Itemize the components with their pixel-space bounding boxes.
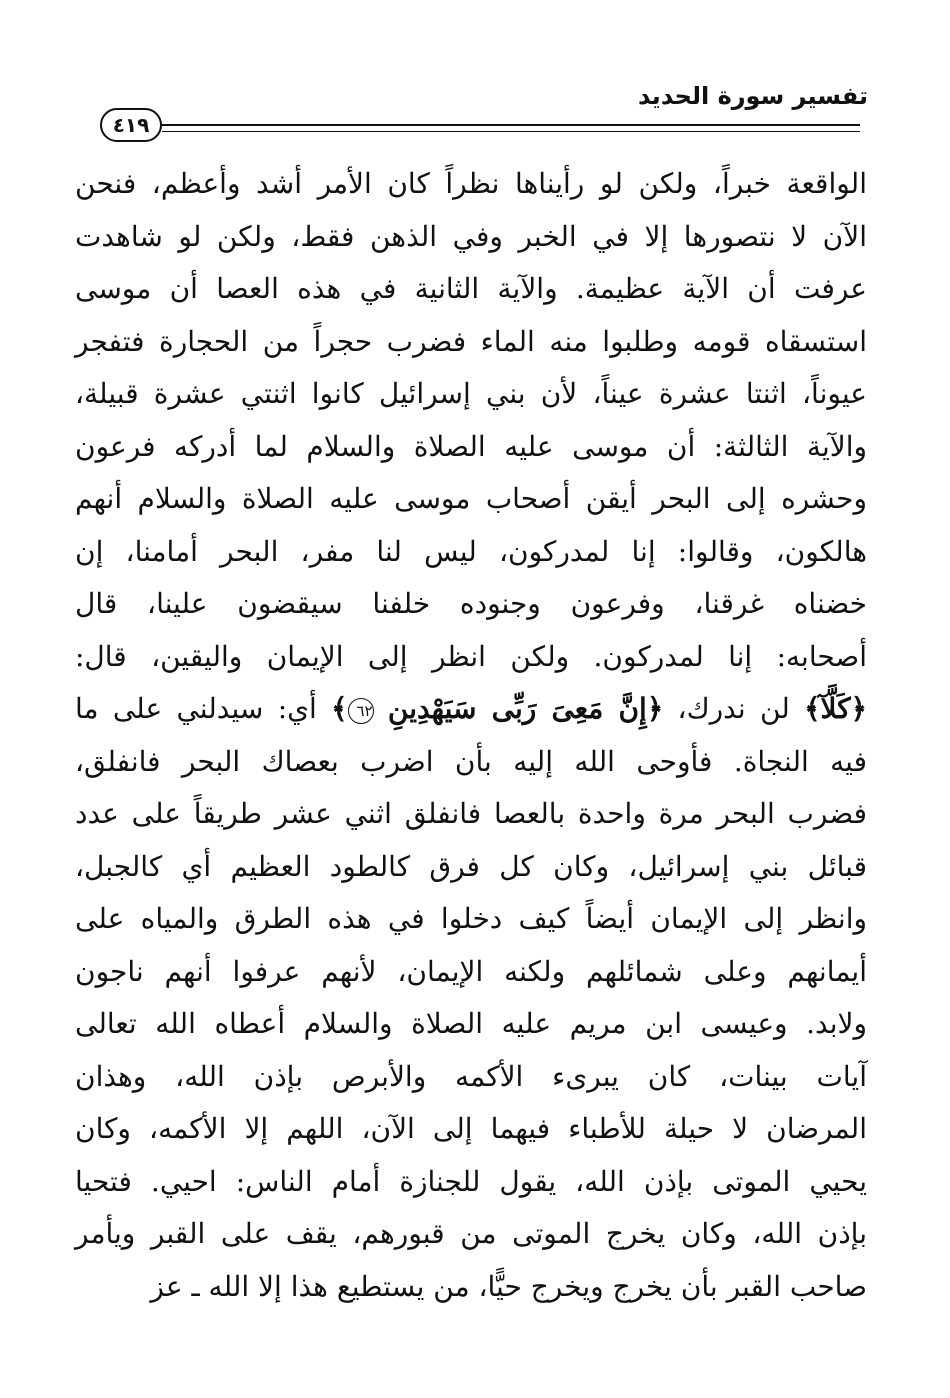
text-line-9: خضناه غرقنا، وفرعون وجنوده خلفنا سيقضون علينا، قال — [75, 587, 867, 620]
text-line-15: وانظر إلى الإيمان أيضاً كيف دخلوا في هذه الطرق والمياه على — [75, 902, 867, 935]
quran-citation-line — [75, 683, 867, 736]
ornate-bracket-open: ﴿ — [646, 692, 664, 725]
quran-verse: كَلَّآ — [820, 692, 851, 725]
text-line-3: عرفت أن الآية عظيمة. والآية الثانية في هذه العصا أن موسى — [75, 272, 867, 305]
text-line-4: استسقاه قومه وطلبوا منه الماء فضرب حجراً من الحجارة فتفجر — [75, 324, 867, 358]
text-line-13: فضرب البحر مرة واحدة بالعصا فانفلق اثني عشر طريقاً على عدد — [75, 797, 867, 830]
page-number-badge — [100, 108, 162, 142]
ornate-bracket-close: ﴾ — [804, 692, 821, 725]
body-text — [75, 158, 867, 1313]
text-line-1: الواقعة خبراً، ولكن لو رأيناها نظراً كان الأمر أشد وأعظم، فنحن — [75, 167, 867, 200]
text-line-22: صاحب القبر بأن يخرج ويخرج حيًّا، من يستطيع هذا إلا الله ـ عز — [150, 1269, 867, 1303]
text-line-12: فيه النجاة. فأوحى الله إليه بأن اضرب بعصاك البحر فانفلق، — [75, 744, 867, 778]
text-line-2: الآن لا نتصورها إلا في الخبر وفي الذهن فقط، ولكن لو شاهدت — [75, 219, 867, 253]
text-line-7: وحشره إلى البحر أيقن أصحاب موسى عليه الصلاة والسلام أنهم — [75, 482, 867, 515]
header-rule-thin — [162, 131, 860, 132]
text-line-5: عيوناً، اثنتا عشرة عيناً، لأن بني إسرائيل كانوا اثنتي عشرة قبيلة، — [75, 377, 867, 410]
page-number: ٤١٩ — [112, 113, 150, 137]
ornate-bracket-open: ﴿ — [850, 692, 867, 725]
text-line-6: والآية الثالثة: أن موسى عليه الصلاة والسلام لما أدركه فرعون — [75, 429, 867, 463]
text-line-21: بإذن الله، وكان يخرج الموتى من قبورهم، يقف على القبر ويأمر — [75, 1217, 867, 1250]
text-line-19: المرضان لا حيلة للأطباء فيهما إلى الآن، اللهم إلا الأكمه، وكان — [75, 1112, 867, 1145]
chapter-title: تفسير سورة الحديد — [637, 82, 868, 110]
header-rule-thick — [162, 124, 860, 126]
text-line-14: قبائل بني إسرائيل، وكان كل فرق كالطود العظيم أي كالجبل، — [75, 849, 867, 883]
verse-number-marker: ٦٢ — [348, 698, 374, 724]
text-line-20: يحيي الموتى بإذن الله، يقول للجنازة أمام الناس: احيي. فتحيا — [75, 1164, 867, 1198]
text-line-18: آيات بينات، كان يبرىء الأكمه والأبرص بإذن الله، وهذان — [75, 1059, 867, 1093]
text-segment: لن ندرك، — [677, 692, 790, 725]
ornate-bracket-close: ﴾ — [331, 692, 348, 725]
text-line-10: أصحابه: إنا لمدركون. ولكن انظر إلى الإيمان واليقين، قال: — [75, 639, 867, 673]
text-segment: أي: سيدلني على ما — [75, 692, 317, 725]
quran-verse: إِنَّ مَعِىَ رَبِّى سَيَهْدِينِ — [387, 692, 647, 725]
text-line-8: هالكون، وقالوا: إنا لمدركون، ليس لنا مفر، البحر أمامنا، إن — [75, 534, 867, 568]
text-line-16: أيمانهم وعلى شمائلهم ولكنه الإيمان، لأنهم عرفوا أنهم ناجون — [75, 954, 867, 988]
text-line-17: ولابد. وعيسى ابن مريم عليه الصلاة والسلام أعطاه الله تعالى — [75, 1007, 867, 1040]
